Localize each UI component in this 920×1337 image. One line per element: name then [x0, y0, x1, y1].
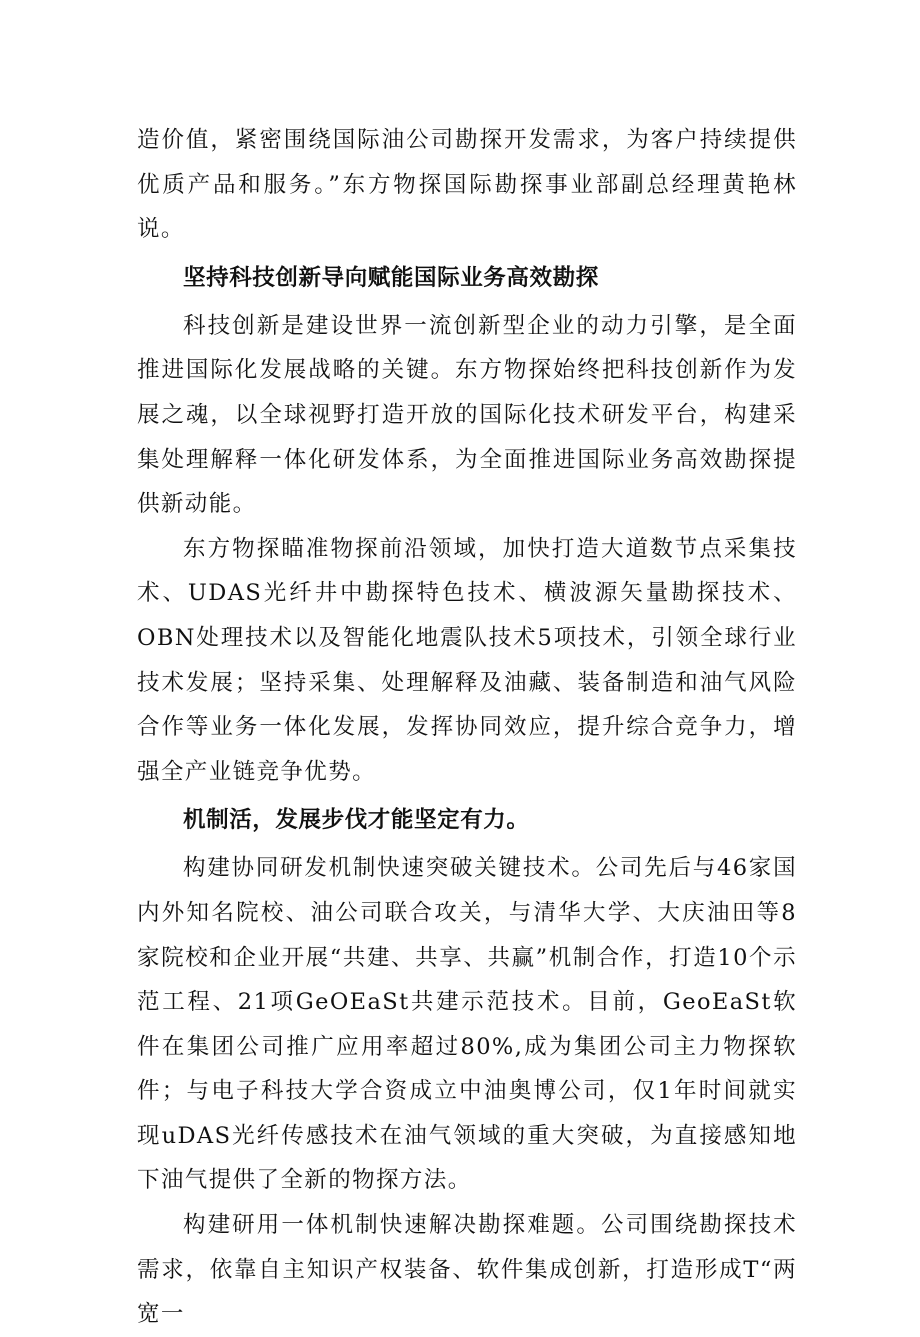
paragraph-frontier-tech: 东方物探瞄准物探前沿领域，加快打造大道数节点采集技术、UDAS光纤井中勘探特色技术、横波源矢量勘探技术、OBN处理技术以及智能化地震队技术5项技术，引领全球行业技术发展；坚持采集、处理解释及油藏、装备制造和油气风险合作等业务一体化发展，发挥协同效应，提升综合竞争力，增强全产业链竞争优势。 — [137, 535, 797, 785]
document-body — [137, 118, 797, 1337]
paragraph-continuation: 造价值，紧密围绕国际油公司勘探开发需求，为客户持续提供优质产品和服务。”东方物探国际勘探事业部副总经理黄艳林说。 — [137, 127, 797, 243]
section-heading-mechanism: 机制活，发展步伐才能坚定有力。 — [183, 807, 530, 834]
paragraph-research-application: 构建研用一体机制快速解决勘探难题。公司围绕勘探技术需求，依靠自主知识产权装备、软件集成创新，打造形成T“两宽一 — [137, 1212, 797, 1328]
paragraph-tech-innovation: 科技创新是建设世界一流创新型企业的动力引擎，是全面推进国际化发展战略的关键。东方物探始终把科技创新作为发展之魂，以全球视野打造开放的国际化技术研发平台，构建采集处理解释一体化研发体系，为全面推进国际业务高效勘探提供新动能。 — [137, 312, 797, 518]
paragraph-collaborative-rd: 构建协同研发机制快速突破关键技术。公司先后与46家国内外知名院校、油公司联合攻关，与清华大学、大庆油田等8家院校和企业开展“共建、共享、共赢”机制合作，打造10个示范工程、21项GeOEaSt共建示范技术。目前，GeoEaSt软件在集团公司推广应用率超过80%,成为集团公司主力物探软件；与电子科技大学合资成立中油奥博公司，仅1年时间就实现uDAS光纤传感技术在油气领域的重大突破，为直接感知地下油气提供了全新的物探方法。 — [137, 855, 797, 1194]
section-heading-tech-innovation: 坚持科技创新导向赋能国际业务高效勘探 — [183, 264, 599, 291]
